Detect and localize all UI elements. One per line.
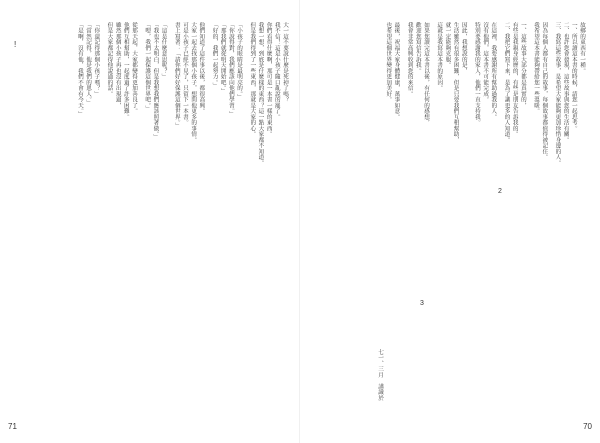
text-column: 「是啊，沒有他，我們不會有今天。」: [76, 22, 83, 117]
corner-mark: !: [14, 40, 17, 49]
text-column: 我不信！這是小孩子隨口亂說的罷了。: [273, 22, 280, 120]
text-column: 故鄉的東西有一種。: [579, 22, 585, 74]
text-column: 「嗯，我們一起保護這個世界吧。」: [144, 22, 151, 112]
text-column: 「我也不太明白，但是我想我們應該照著做。」: [152, 22, 159, 140]
text-column: 因此，我想說的是，: [460, 22, 467, 74]
text-column: 「這是什麼意思呢？」: [160, 22, 167, 80]
text-column: 就一定能夠克服。: [444, 22, 451, 68]
text-column: 他們互相幫助，一起度過了許多困難。: [122, 22, 129, 120]
text-column: 但是大家都記得他說過的話。: [106, 22, 113, 97]
text-column: 一、所以讀這本書的時候，請您一起思考。: [570, 22, 577, 132]
text-column: 在這裡，我要感謝所有幫助過我的人。: [490, 22, 497, 120]
text-column: 雖然那個小孩子再也沒有出現過，: [114, 22, 121, 109]
text-column: 如果您讀完這本書以後，有任何的感想，: [423, 22, 429, 126]
text-column: 一、這些故事大部分都是真實的，: [519, 22, 526, 109]
section-number: 2: [498, 188, 502, 195]
right-page: [300, 0, 600, 443]
text-column: 歡迎您寫信告訴我。: [414, 22, 421, 74]
text-column: 書上寫著：「請你們好好保護這個世界。」: [173, 22, 180, 129]
text-column: 但是我們得到了一些東西，那就是大家的心。: [249, 22, 256, 137]
text-column: 這就是我寫這本書的原因。: [436, 22, 443, 91]
text-column: 有些是我親身經歷的，有些是朋友告訴我的。: [511, 22, 518, 137]
text-column: 大家一起去找那個小孩子，想問他更多的事情。: [190, 22, 197, 143]
text-column: 我會非常高興收到您的來信。: [406, 22, 413, 97]
text-column: 你們看得什麼啊，那可是一本書一樣的東西。: [265, 22, 272, 137]
text-column: 二、也許您會發現，這些故事與您的生活有關。: [562, 22, 569, 143]
section-number: 3: [420, 300, 424, 307]
text-column: 他們知道了這件事以後，都很高興。: [198, 22, 205, 114]
page-number-left: 71: [8, 422, 17, 431]
text-column: 二、我把它們寫下來，是為了讓更多的人知道。: [503, 22, 510, 143]
text-column: 從那天起，大家都變得更加善良了。: [131, 22, 137, 114]
right-page-text: [308, 22, 586, 401]
text-column: 「小孩子的眼睛是最明亮的。」: [236, 22, 243, 100]
text-column: 「好的，我們一起努力。」: [211, 22, 218, 89]
left-page-text: [12, 22, 289, 401]
text-column: 我希望這本書能夠帶給您一些溫暖。: [533, 22, 540, 114]
text-column: 大一這不要說什麼是死掉了嗎？: [282, 22, 288, 103]
text-column: 也希望這個世界變得更加美好。: [385, 22, 392, 103]
text-column: 三、我寫這些故事，是希望大家能夠更加珍惜身邊的人。: [554, 22, 561, 166]
text-column: 特別要感謝我的家人，他們一直支持我。: [473, 22, 480, 126]
text-column: 「你說得對，我們應該向他們學習。」: [227, 22, 234, 117]
page-number-right: 70: [583, 422, 592, 431]
text-column: 我想一想，到底是什麼樣的東西？這一點大家都不知道。: [257, 22, 264, 166]
text-column: 可是小孩子已經不見了，只留下一本書。: [181, 22, 188, 126]
text-column: 沒有他們，這本書不可能完成。: [482, 22, 489, 103]
text-column: 「當然記得，他是我們的恩人。」: [85, 22, 92, 106]
text-column: 生活雖然有很多困難，但是只要我們互相幫助，: [452, 22, 459, 143]
date-line: 七一、三月 謹識於: [377, 349, 384, 401]
text-column: 最後，祝福大家身體健康，萬事如意。: [393, 22, 400, 120]
text-column: 因為每個人都有自己的故事，每個故事都值得被記住。: [541, 22, 548, 160]
text-column: 「那我們就從明天開始吧。」: [219, 22, 226, 94]
text-column: 「你還記得那個小孩子嗎？」: [93, 22, 100, 97]
